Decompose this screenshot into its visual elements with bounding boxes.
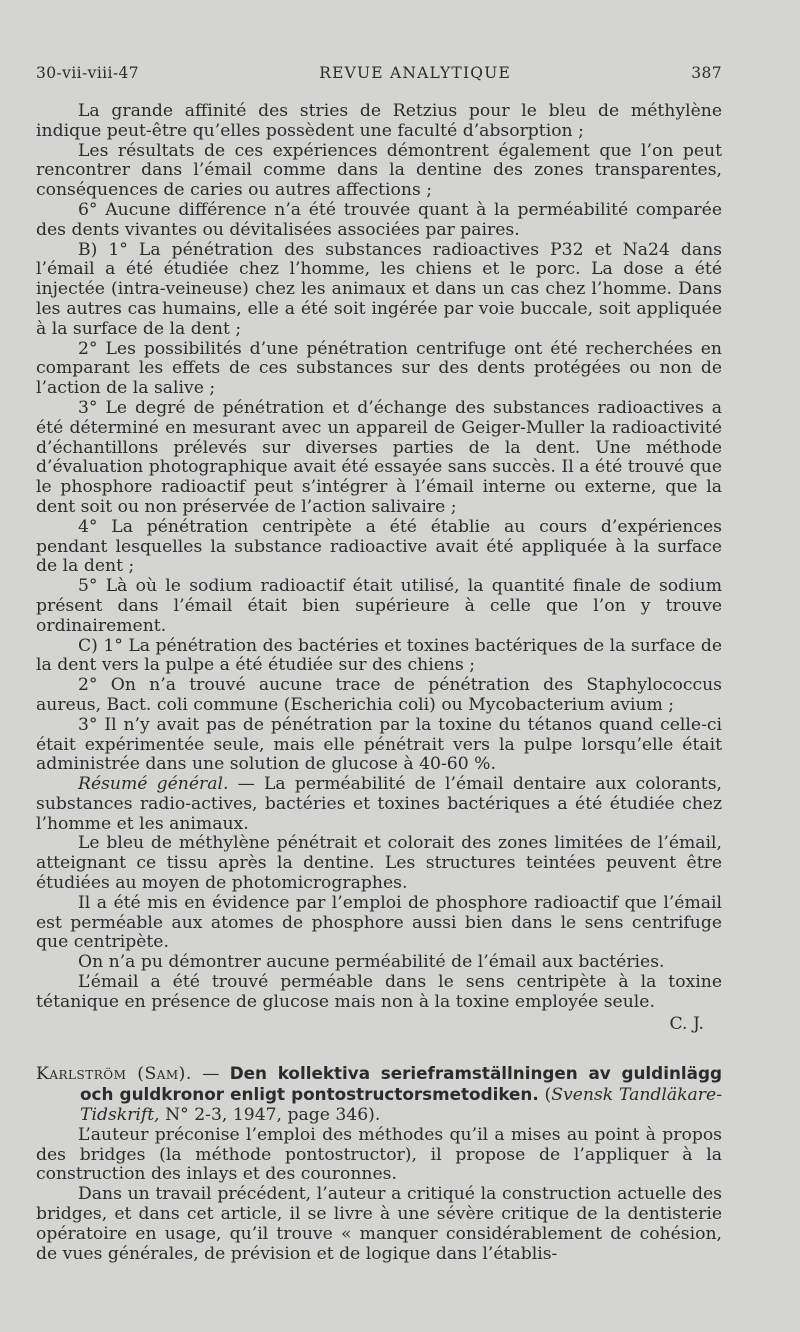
paragraph: Il a été mis en évidence par l’emploi de phosphore radioactif que l’émail est perméable aux atomes de phosphore aussi bien dans le sens centrifuge que centripète. [36,892,722,953]
entry-paragraph: Dans un travail précédent, l’auteur a critiqué la construction actuelle des bridges, et dans cet article, il se livre à une sévère critique de la dentisterie opératoire en usage, qu’il trouve « manquer considérablement de cohésion, de vues générales, de prévision et de logique dans l’établis- [36,1184,722,1264]
resume-label: Résumé général. [78,774,229,795]
review-entry [36,1064,722,1264]
paragraph: 2° On n’a trouvé aucune trace de pénétration des Staphylococcus aureus, Bact. coli commune (Escherichia coli) ou Mycobacterium avium ; [36,675,722,715]
header-title: REVUE ANALYTIQUE [319,64,511,82]
header-date: 30-vii-viii-47 [36,64,140,82]
paragraph: 6° Aucune différence n’a été trouvée quant à la perméabilité comparée des dents vivantes ou dévitalisées associées par paires. [36,199,722,240]
source-journal: Svensk Tandläkare-Tidskrift, [80,1085,722,1126]
entry-author: Karlström (Sam). [36,1064,192,1085]
paragraph: 4° La pénétration centripète a été établie au cours d’expériences pendant lesquelles la substance radioactive avait été appliquée à la surface de la dent ; [36,516,722,577]
paragraph: B) 1° La pénétration des substances radioactives P32 et Na24 dans l’émail a été étudiée chez l’homme, les chiens et le porc. La dose a été injectée (intra-veineuse) chez les animaux et dans un cas chez l’homme. Dans les autres cas humains, elle a été soit ingérée par voie buccale, soit appliquée à la surface de la dent ; [36,239,722,339]
paragraph: L’émail a été trouvé perméable dans le sens centripète à la toxine tétanique en présence de glucose mais non à la toxine employée seule. [36,972,722,1012]
paragraph: 3° Le degré de pénétration et d’échange des substances radioactives a été déterminé en mesurant avec un appareil de Geiger-Muller la radioactivité d’échantillons prélevés sur diverses parties de la dent. Une méthode d’évaluation photographique avait été essayée sans succès. Il a été trouvé que le phosphore radioactif peut s’intégrer à l’émail interne ou externe, que la dent soit ou non préservée de l’action salivaire ; [36,397,722,517]
paragraph: Les résultats de ces expériences démontrent également que l’on peut rencontrer dans l’émail comme dans la dentine des zones transparentes, conséquences de caries ou autres affections ; [36,140,722,201]
resume-text: — La perméabilité de l’émail dentaire aux colorants, substances radio-actives, bactéries et toxines bactériques a été étudiée chez l’homme et les animaux. [36,774,722,834]
paragraph: La grande affinité des stries de Retzius pour le bleu de méthylène indique peut-être qu’elles possèdent une faculté d’absorption ; [36,101,722,141]
page-number: 387 [691,64,722,82]
bibliographic-reference [36,1064,722,1125]
paragraph: C) 1° La pénétration des bactéries et toxines bactériques de la surface de la dent vers la pulpe a été étudiée sur des chiens ; [36,635,722,676]
paragraph: Le bleu de méthylène pénétrait et colorait des zones limitées de l’émail, atteignant ce tissu après la dentine. Les structures teintées peuvent être étudiées au moyen de photomicrographes. [36,833,722,894]
paragraph: 2° Les possibilités d’une pénétration centrifuge ont été recherchées en comparant les effets de ces substances sur des dents protégées ou non de l’action de la salive ; [36,338,722,399]
entry-paragraph: L’auteur préconise l’emploi des méthodes qu’il a mises au point à propos des bridges (la méthode pontostructor), il propose de l’appliquer à la construction des inlays et des couronnes. [36,1124,722,1185]
entry-title: Den kollektiva serieframställningen av guldinlägg och guldkronor enligt pontostructorsmetodiken. [80,1063,722,1105]
article-body [36,102,722,1264]
entry-dash: — [191,1064,230,1085]
section-gap [36,1034,722,1064]
resume-paragraph [36,775,722,834]
paragraph: 5° Là où le sodium radioactif était utilisé, la quantité finale de sodium présent dans l’émail était bien supérieure à celle que l’on y trouve ordinairement. [36,576,722,636]
source-details: N° 2-3, 1947, page 346). [159,1105,381,1126]
author-initials: C. J. [669,1013,704,1034]
paragraph: 3° Il n’y avait pas de pénétration par la toxine du tétanos quand celle-ci était expérimentée seule, mais elle pénétrait vers la pulpe lorsqu’elle était administrée dans une solution de glucose à 40-60 %. [36,714,722,775]
running-header [36,64,722,82]
source-open: ( [538,1085,552,1106]
paragraph: On n’a pu démontrer aucune perméabilité de l’émail aux bactéries. [78,952,665,973]
